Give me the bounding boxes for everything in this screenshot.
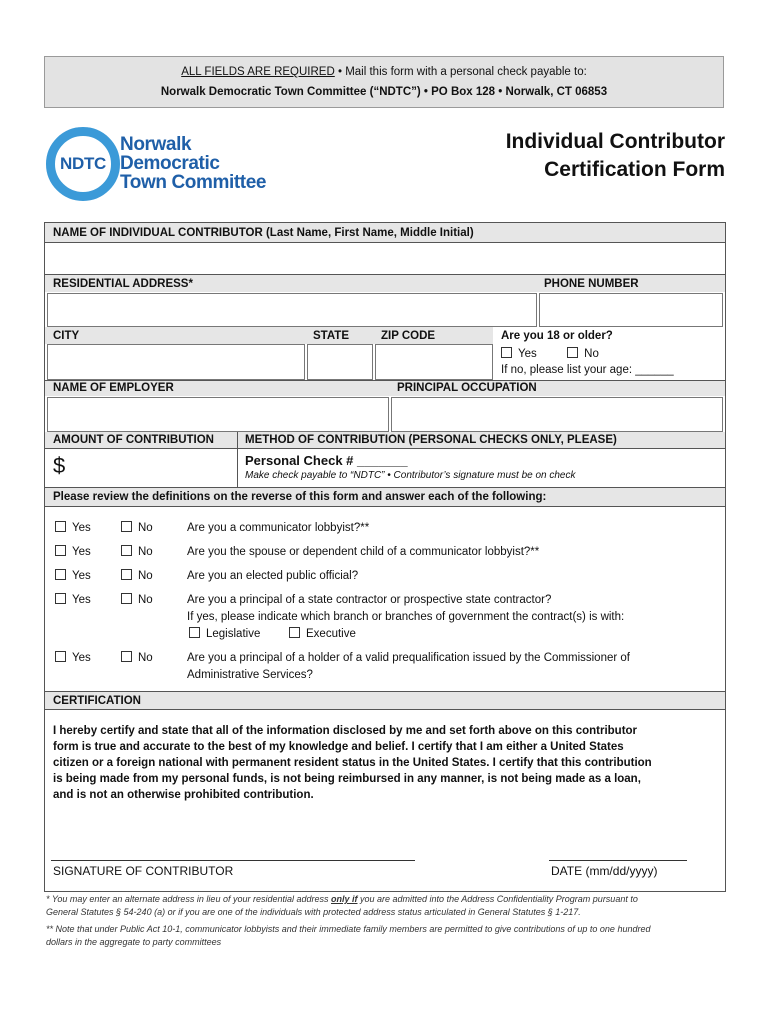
signature-line[interactable]: [51, 860, 415, 861]
checkbox[interactable]: [55, 651, 66, 662]
age-yes-label: Yes: [518, 348, 537, 360]
phone-input[interactable]: [539, 293, 723, 327]
certification-title: CERTIFICATION: [53, 695, 141, 707]
date-line[interactable]: [549, 860, 687, 861]
question-5-yes[interactable]: Yes: [55, 650, 91, 666]
question-1-text: Are you a communicator lobbyist?**: [187, 522, 370, 534]
footnote-2: ** Note that under Public Act 10-1, communicator lobbyists and their immediate family members are permitted to give contributions of up to one hundred dollars in the aggregate to party committees: [46, 924, 651, 947]
age-options: [501, 347, 599, 360]
mailing-address: Norwalk Democratic Town Committee (“NDTC”) • PO Box 128 • Norwalk, CT 06853: [160, 86, 608, 98]
question-3-yes[interactable]: Yes: [55, 568, 91, 584]
checkbox[interactable]: [289, 627, 300, 638]
question-3-no[interactable]: No: [121, 568, 153, 584]
checkbox[interactable]: [55, 569, 66, 580]
checkbox[interactable]: [189, 627, 200, 638]
amount-input[interactable]: [75, 451, 233, 483]
checkbox[interactable]: [121, 569, 132, 580]
question-2-text: Are you the spouse or dependent child of a communicator lobbyist?**: [187, 546, 540, 558]
logo-line-3: Town Committee: [120, 172, 267, 193]
amount-label: AMOUNT OF CONTRIBUTION: [53, 434, 214, 446]
form-title-line-2: Certification Form: [544, 158, 725, 181]
signature-label: SIGNATURE OF CONTRIBUTOR: [53, 864, 234, 878]
question-5-text-cont: Administrative Services?: [187, 669, 313, 681]
footnote-1: * You may enter an alternate address in lieu of your residential address only if you are admitted into the Address Confidentiality Program pursuant to General Statutes § 54-240 (a) or if you are one of the individuals with protected address status articulated in General Statutes § 1-217.: [46, 894, 638, 917]
checkbox[interactable]: [121, 651, 132, 662]
question-4-text: Are you a principal of a state contractor or prospective state contractor?: [187, 594, 552, 606]
city-input[interactable]: [47, 344, 305, 380]
logo-line-1: Norwalk: [120, 134, 192, 155]
certification-text: I hereby certify and state that all of the information disclosed by me and set forth above on this contributor form is true and accurate to the best of my knowledge and belief. I certify that I am either a United States citizen or a foreign national with permanent resident status in the United States. I certify that this contribution is being made from my personal funds, is not being reimbursed in any manner, is not being made as a loan, and is not an otherwise prohibited contribution.: [53, 725, 652, 801]
name-label: NAME OF INDIVIDUAL CONTRIBUTOR (Last Name, First Name, Middle Initial): [53, 227, 474, 239]
occupation-label: PRINCIPAL OCCUPATION: [397, 382, 537, 394]
checkbox[interactable]: [121, 521, 132, 532]
mailing-banner: [44, 56, 724, 108]
divider: [45, 506, 725, 507]
question-1-no[interactable]: No: [121, 520, 153, 536]
logo-text: [120, 135, 266, 192]
checkbox[interactable]: [121, 593, 132, 604]
checkbox[interactable]: [55, 593, 66, 604]
state-input[interactable]: [307, 344, 373, 380]
zip-label: ZIP CODE: [381, 330, 436, 342]
form-title: [506, 128, 725, 184]
address-input[interactable]: [47, 293, 537, 327]
question-2-no[interactable]: No: [121, 544, 153, 560]
checkbox[interactable]: [55, 521, 66, 532]
address-label: RESIDENTIAL ADDRESS*: [53, 278, 193, 290]
required-notice: ALL FIELDS ARE REQUIRED: [181, 66, 335, 78]
form-title-line-1: Individual Contributor: [505, 130, 725, 153]
mail-instruction: • Mail this form with a personal check payable to:: [334, 66, 587, 78]
check-note: Make check payable to “NDTC” • Contributor’s signature must be on check: [245, 470, 576, 481]
question-4-no[interactable]: No: [121, 592, 153, 608]
certification-header: [45, 692, 725, 709]
occupation-input[interactable]: [391, 397, 723, 432]
question-3-text: Are you an elected public official?: [187, 570, 359, 582]
logo-abbreviation: NDTC: [59, 154, 106, 173]
state-label: STATE: [313, 330, 349, 342]
employer-input[interactable]: [47, 397, 389, 432]
question-1-yes[interactable]: Yes: [55, 520, 91, 536]
dollar-sign: $: [53, 453, 66, 478]
divider: [237, 432, 238, 487]
branch-executive[interactable]: Executive: [289, 626, 356, 642]
age-no-checkbox[interactable]: [567, 347, 578, 358]
branch-legislative[interactable]: Legislative: [189, 626, 260, 642]
age-yes-checkbox[interactable]: [501, 347, 512, 358]
employer-label: NAME OF EMPLOYER: [53, 382, 174, 394]
checkbox[interactable]: [121, 545, 132, 556]
age-question: Are you 18 or older?: [501, 330, 613, 342]
age-if-no: If no, please list your age: ______: [501, 364, 674, 376]
name-input[interactable]: [45, 243, 725, 274]
age-no-label: No: [584, 348, 599, 360]
question-4-yes[interactable]: Yes: [55, 592, 91, 608]
method-label: METHOD OF CONTRIBUTION (PERSONAL CHECKS ONLY, PLEASE): [245, 434, 617, 446]
review-instruction: Please review the definitions on the reverse of this form and answer each of the following:: [53, 491, 547, 503]
personal-check: Personal Check # _______: [245, 453, 408, 468]
city-label: CITY: [53, 330, 80, 342]
divider: [45, 448, 725, 449]
zip-input[interactable]: [375, 344, 493, 380]
question-2-yes[interactable]: Yes: [55, 544, 91, 560]
question-5-no[interactable]: No: [121, 650, 153, 666]
question-4-followup: If yes, please indicate which branch or branches of government the contract(s) is with:: [187, 611, 625, 623]
question-5-text: Are you a principal of a holder of a valid prequalification issued by the Commissioner of: [187, 652, 630, 664]
logo-line-2: Democratic: [120, 153, 220, 174]
contributor-form: [44, 222, 726, 892]
phone-label: PHONE NUMBER: [544, 278, 639, 290]
date-label: DATE (mm/dd/yyyy): [551, 864, 658, 878]
checkbox[interactable]: [55, 545, 66, 556]
divider: [45, 709, 725, 710]
